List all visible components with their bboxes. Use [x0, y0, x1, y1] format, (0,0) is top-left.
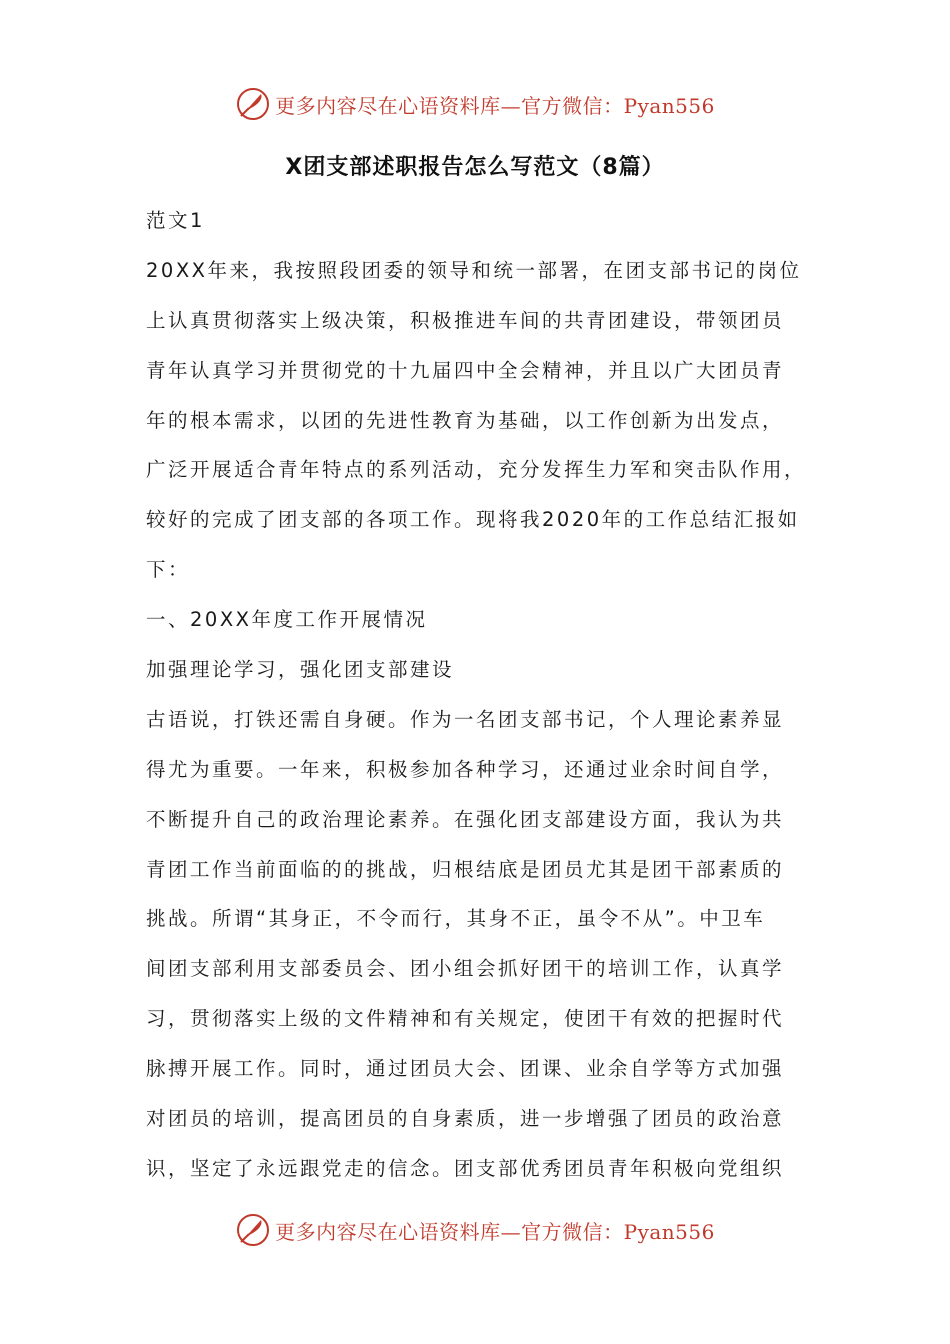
- section-heading: 一、20XX年度工作开展情况: [146, 608, 428, 632]
- body-line: 得尤为重要。一年来，积极参加各种学习，还通过业余时间自学，: [146, 757, 785, 781]
- body-line: 识，坚定了永远跟党走的信念。团支部优秀团员青年积极向党组织: [146, 1156, 785, 1180]
- body-line: 古语说，打铁还需自身硬。作为一名团支部书记，个人理论素养显: [146, 707, 785, 731]
- quill-logo-icon: [235, 1212, 271, 1248]
- body-line: 青年认真学习并贯彻党的十九届四中全会精神，并且以广大团员青: [146, 358, 785, 382]
- body-line: 不断提升自己的政治理论素养。在强化团支部建设方面，我认为共: [146, 807, 785, 831]
- quill-logo-icon: [235, 86, 271, 122]
- body-line: 脉搏开展工作。同时，通过团员大会、团课、业余自学等方式加强: [146, 1057, 785, 1081]
- footer-banner-text: 更多内容尽在心语资料库—官方微信：Pyan556: [275, 1219, 715, 1244]
- body-line: 较好的完成了团支部的各项工作。现将我2020年的工作总结汇报如: [146, 508, 800, 532]
- body-line: 习，贯彻落实上级的文件精神和有关规定，使团干有效的把握时代: [146, 1007, 785, 1031]
- body-line: 间团支部利用支部委员会、团小组会抓好团干的培训工作，认真学: [146, 957, 785, 981]
- body-line: 青团工作当前面临的的挑战，归根结底是团员尤其是团干部素质的: [146, 857, 785, 881]
- footer-banner: [0, 1210, 950, 1250]
- page-title: X团支部述职报告怎么写范文（8篇）: [285, 155, 665, 180]
- header-banner-text: 更多内容尽在心语资料库—官方微信：Pyan556: [275, 93, 715, 118]
- body-line: 年的根本需求，以团的先进性教育为基础，以工作创新为出发点，: [146, 408, 785, 432]
- body-line: 挑战。所谓“其身正，不令而行，其身不正，虽令不从”。中卫车: [146, 907, 766, 931]
- body-line: 广泛开展适合青年特点的系列活动，充分发挥生力军和突击队作用，: [146, 458, 807, 482]
- body-line: 上认真贯彻落实上级决策，积极推进车间的共青团建设，带领团员: [146, 308, 785, 332]
- document-body: [146, 196, 818, 1194]
- header-banner: [0, 84, 950, 124]
- body-line: 20XX年来，我按照段团委的领导和统一部署，在团支部书记的岗位: [146, 258, 802, 282]
- subsection-heading: 加强理论学习，强化团支部建设: [146, 658, 455, 682]
- body-line: 范文1: [146, 209, 205, 232]
- body-line: 对团员的培训，提高团员的自身素质，进一步增强了团员的政治意: [146, 1107, 785, 1131]
- body-line: 下：: [146, 558, 191, 582]
